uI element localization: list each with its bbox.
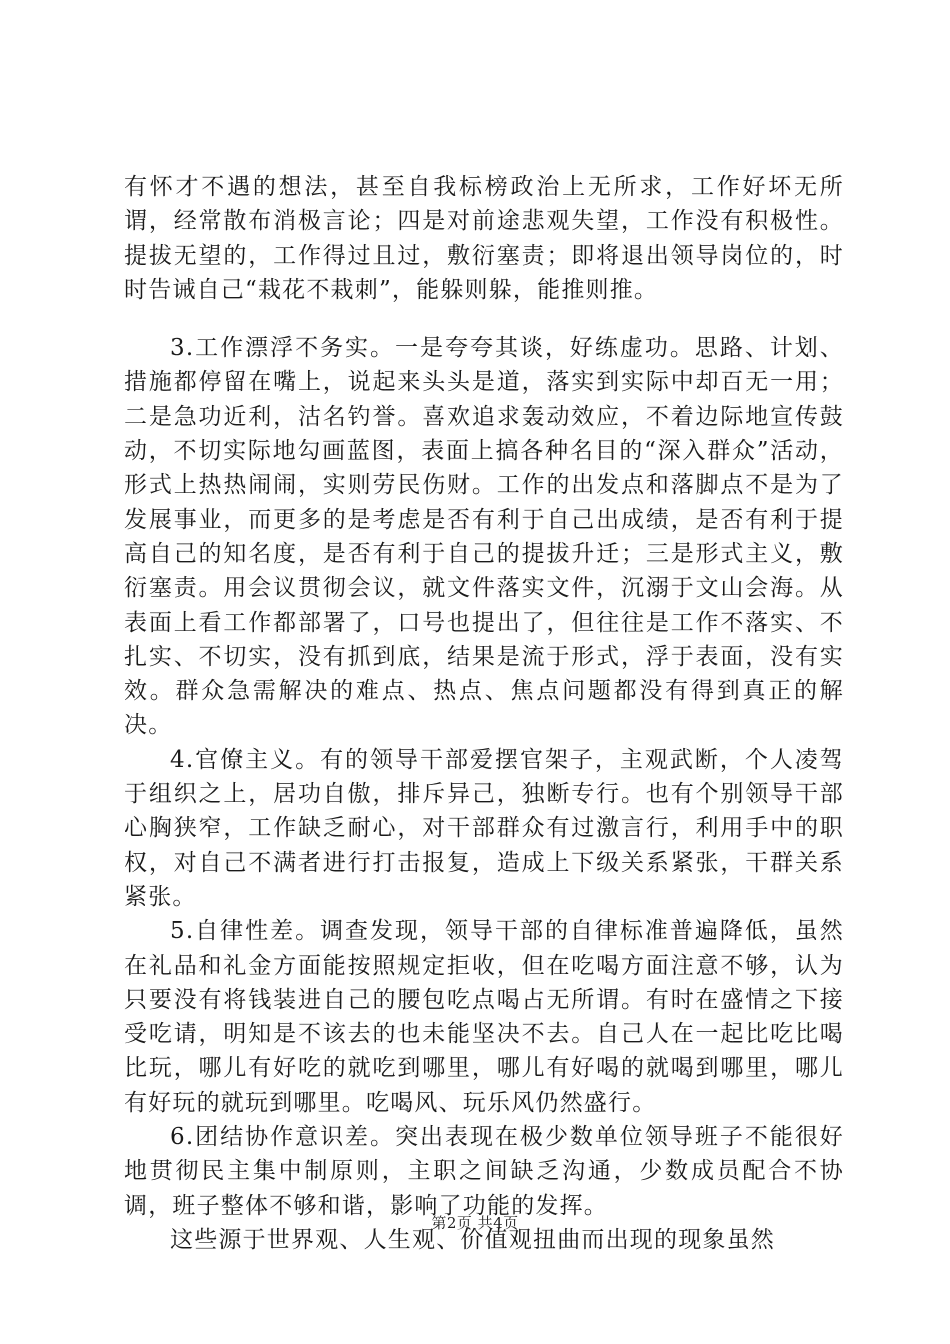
paragraph-closing: 这些源于世界观、人生观、价值观扭曲而出现的现象虽然 <box>170 1226 775 1253</box>
paragraph-continuation: 有怀才不遇的想法，甚至自我标榜政治上无所求，工作好坏无所谓，经常散布消极言论；四是对前途悲观失望，工作没有积极性。提拔无望的，工作得过且过，敷衍塞责；即将退出领导岗位的，时时告诫自己“栽花不栽刺”，能躲则躲，能推则推。 <box>124 174 844 303</box>
page-number-label: 第2页 共4页 <box>431 1214 519 1232</box>
paragraph-item-6: 6.团结协作意识差。突出表现在极少数单位领导班子不能很好地贯彻民主集中制原则，主职之间缺乏沟通，少数成员配合不协调，班子整体不够和谐，影响了功能的发挥。 <box>124 1124 844 1219</box>
paragraph-item-5: 5.自律性差。调查发现，领导干部的自律标准普遍降低，虽然在礼品和礼金方面能按照规定拒收，但在吃喝方面注意不够，认为只要没有将钱装进自己的腰包吃点喝占无所谓。有时在盛情之下接受吃请，明知是不该去的也未能坚决不去。自己人在一起比吃比喝比玩，哪儿有好吃的就吃到哪里，哪儿有好喝的就喝到哪里，哪儿有好玩的就玩到哪里。吃喝风、玩乐风仍然盛行。 <box>124 918 844 1116</box>
paragraph-item-4: 4.官僚主义。有的领导干部爱摆官架子，主观武断，个人凌驾于组织之上，居功自傲，排斥异己，独断专行。也有个别领导干部心胸狭窄，工作缺乏耐心，对干部群众有过激言行，利用手中的职权，对自己不满者进行打击报复，造成上下级关系紧张，干群关系紧张。 <box>124 746 844 910</box>
document-body <box>124 170 844 1257</box>
paragraph-item-3: 3.工作漂浮不务实。一是夸夸其谈，好练虚功。思路、计划、措施都停留在嘴上，说起来头头是道，落实到实际中却百无一用；二是急功近利，沽名钓誉。喜欢追求轰动效应，不着边际地宣传鼓动，不切实际地勾画蓝图，表面上搞各种名目的“深入群众”活动，形式上热热闹闹，实则劳民伤财。工作的出发点和落脚点不是为了发展事业，而更多的是考虑是否有利于自己出成绩，是否有利于提高自己的知名度，是否有利于自己的提拔升迁；三是形式主义，敷衍塞责。用会议贯彻会议，就文件落实文件，沉溺于文山会海。从表面上看工作都部署了，口号也提出了，但往往是工作不落实、不扎实、不切实，没有抓到底，结果是流于形式，浮于表面，没有实效。群众急需解决的难点、热点、焦点问题都没有得到真正的解决。 <box>124 335 844 739</box>
page-footer <box>0 1212 950 1233</box>
